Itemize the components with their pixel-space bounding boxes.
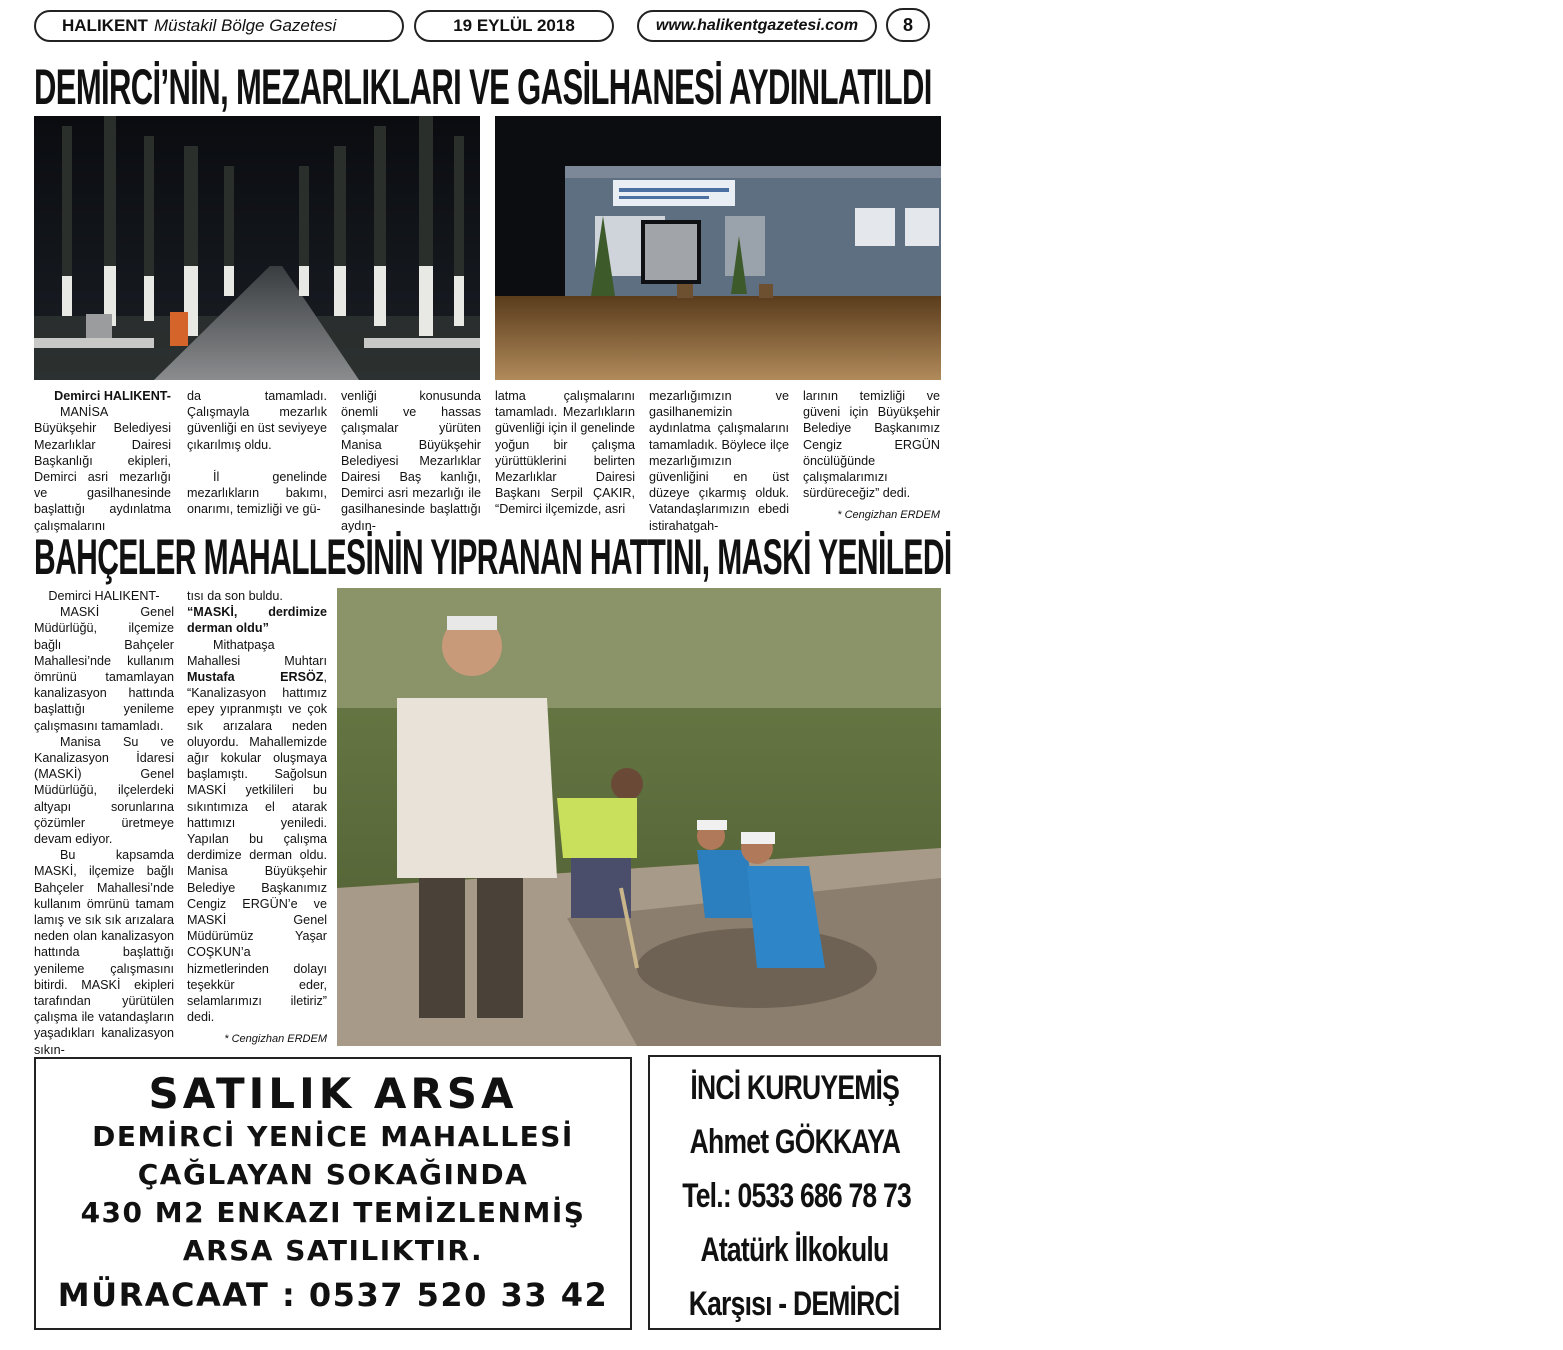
article2-byline: * Cengizhan ERDEM: [224, 1033, 327, 1046]
article1-col-text: MANİSA Büyükşehir Belediyesi Mezarlıklar Dairesi Başkanlığı ekipleri, Demirci asri mezarlığı ve gasilhanesinde başlattığı aydınlatma çalışmalarını: [34, 405, 171, 533]
article2-paragraph: Manisa Su ve Kanalizasyon İdaresi (MASKİ) Genel Müdürlüğü, ilçelerdeki altyapı sorunlarına çözümler üretmeye devam ediyor.: [34, 734, 174, 847]
article2-col2: [187, 588, 327, 1048]
article1-body: [34, 388, 940, 533]
shop-owner: Ahmet GÖKKAYA: [689, 1123, 900, 1161]
article1-col-text: mezarlığımızın ve gasilhanemizin aydınlatma çalışmalarını tamamladık. Böylece ilçe mezarlığımızın güvenliğini en üst düzeye çıkarmış olduk. Vatandaşlarımızın ebedi istirahatgah-: [649, 389, 789, 533]
brand-name: HALIKENT: [62, 16, 148, 35]
nut-shop-ad: [648, 1055, 941, 1330]
ad-line: ÇAĞLAYAN SOKAĞINDA: [137, 1158, 529, 1191]
article2-dateline: Demirci HALIKENT-: [48, 589, 160, 603]
article2-paragraph: Bu kapsamda MASKİ, ilçemize bağlı Bahçeler Mahallesi’nde kullanım ömrünü tamam lamış ve sık sık arızalara neden olan kanalizasyon hattında başlattığı yenileme çalışmasını bitirdi. MASKİ ekipleri tarafından yürütülen çalışma ile vatandaşların yaşadıkları kanalizasyon sıkın-: [34, 848, 174, 1057]
shop-address: Atatürk İlkokulu: [700, 1231, 889, 1269]
article1-col3: [341, 388, 481, 533]
article1-col4: [495, 388, 635, 522]
brand-tagline: Müstakil Bölge Gazetesi: [153, 16, 337, 35]
article1-col-text: da tamamladı. Çalışmayla mezarlık güvenliği en üst seviyeye çıkarılmış oldu.: [187, 389, 328, 452]
shop-name: İNCİ KURUYEMİŞ: [690, 1069, 899, 1107]
ad-line: ARSA SATILIKTIR.: [182, 1234, 484, 1267]
land-for-sale-ad: [34, 1057, 632, 1330]
article2-headline: BAHÇELER MAHALLESİNİN YIPRANAN HATTINI, MASKİ YENİLEDİ: [34, 529, 952, 585]
article1-col1: [34, 388, 171, 533]
article2-paragraph: MASKİ Genel Müdürlüğü, ilçemize bağlı Bahçeler Mahallesi’nde kullanım ömrünü tamamlayan kanalizasyon hattında başlattığı yenileme çalışmasını tamamladı.: [34, 605, 174, 733]
article2-col1: [34, 588, 174, 1057]
ad-line: 430 M2 ENKAZI TEMİZLENMİŞ: [80, 1196, 586, 1229]
article1-col-text: larının temizliği ve güveni için Büyükşehir Belediye Başkanımız Cengiz ERGÜN öncülüğünde çalışmalarımızı sürdüreceğiz” dedi.: [803, 389, 940, 501]
ad-title: SATILIK ARSA: [148, 1069, 518, 1118]
page-number: 8: [886, 8, 930, 42]
article1-col2: [187, 388, 327, 522]
shop-address: Karşısı - DEMİRCİ: [689, 1285, 900, 1323]
article2-lead: tısı da son buldu.: [187, 589, 283, 603]
article1-col-text: İl genelinde mezarlıkların bakımı, onarımı, temizliği ve gü-: [187, 469, 327, 517]
article2-quote: Mithatpaşa Mahallesi Muhtarı Mustafa ERSÖZ, “Kanalizasyon hattımız epey yıpranmıştı ve çok sık arızalara neden oluyordu. Mahallemizde ağır kokular oluşmaya başlamıştı. Sağolsun MASKİ yetkilileri bu sıkıntımıza el atarak hattımızı yeniledi. Yapılan bu çalışma derdimize derman oldu. Manisa Büyükşehir Belediye Başkanımız Cengiz ERGÜN’e ve MASKİ Genel Müdürümüz Yaşar COŞKUN’a hizmetlerinden dolayı teşekkür eder, selamlarımızı iletiriz” dedi.: [187, 637, 327, 1025]
article1-byline: * Cengizhan ERDEM: [837, 509, 940, 522]
gasilhane-building-photo: [495, 116, 941, 380]
masthead-pill: [34, 10, 404, 42]
article1-col-text: latma çalışmalarını tamamladı. Mezarlıkların güvenliği için il genelinde yoğun bir çalışma yürüttüklerini belirten Mezarlıklar Dairesi Başkanı Serpil ÇAKIR, “Demirci ilçemizde, asri: [495, 389, 635, 517]
article1-col5: [649, 388, 789, 533]
website-link[interactable]: www.halikentgazetesi.com: [637, 10, 877, 42]
article2-subhead: “MASKİ, derdimize derman oldu”: [187, 605, 327, 636]
cemetery-road-photo: [34, 116, 480, 380]
maski-workers-photo: [337, 588, 941, 1046]
muhtar-name: Mustafa ERSÖZ: [187, 670, 324, 685]
issue-date: 19 EYLÜL 2018: [414, 10, 614, 42]
shop-phone: Tel.: 0533 686 78 73: [682, 1177, 911, 1215]
article1-col-text: venliği konusunda önemli ve hassas çalışmalar yürüten Manisa Büyükşehir Belediyesi Mezarlıklar Dairesi Baş kanlığı, Demirci asri mezarlığı ile gasilhanesinde başlattığı aydın-: [341, 389, 481, 533]
article1-col6: [803, 388, 940, 522]
article1-dateline: Demirci HALIKENT-: [54, 389, 171, 403]
ad-line: DEMİRCİ YENİCE MAHALLESİ: [92, 1120, 574, 1153]
ad-contact: MÜRACAAT : 0537 520 33 42: [57, 1276, 609, 1314]
article1-headline: DEMİRCİ’NİN, MEZARLIKLARI VE GASİLHANESİ AYDINLATILDI: [34, 59, 932, 115]
